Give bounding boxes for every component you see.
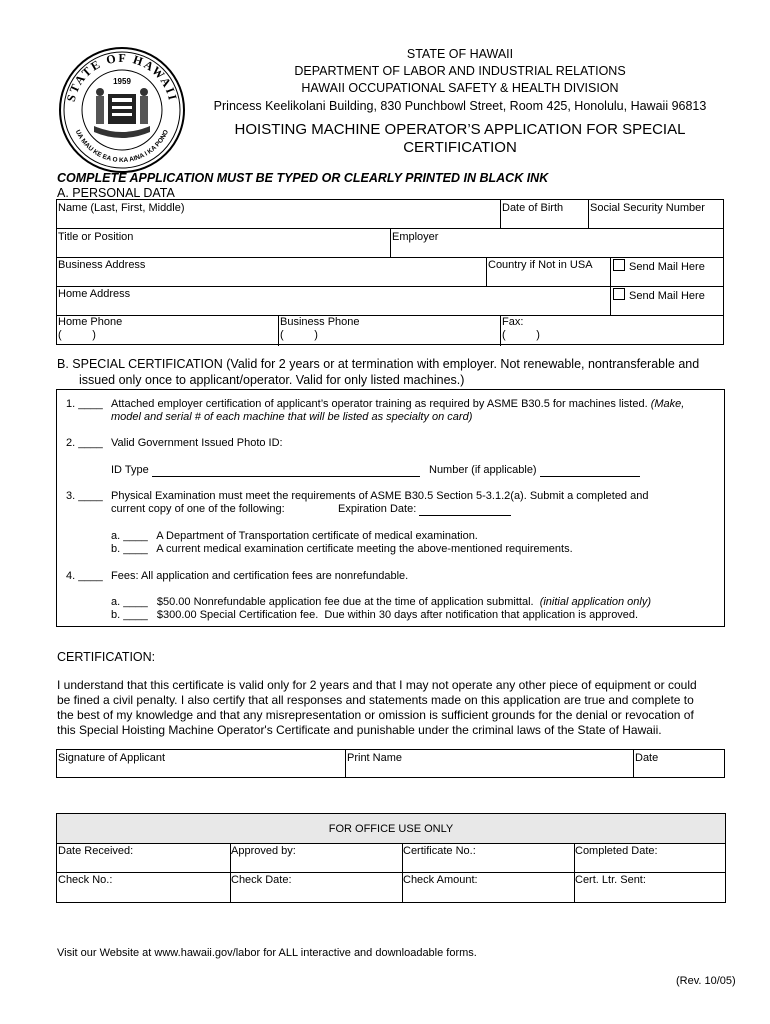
item4a[interactable]: a. ____ $50.00 Nonrefundable application fee due at the time of application submittal. (initial application only) [111,596,651,608]
office-use-heading: FOR OFFICE USE ONLY [328,823,454,835]
business-address-field[interactable]: Business Address [58,259,146,271]
item3-check[interactable]: 3. ____ [66,490,103,502]
cert-ltr-sent-field[interactable]: Cert. Ltr. Sent: [575,874,646,886]
item4-text: Fees: All application and certification fees are nonrefundable. [111,570,409,582]
fax-field[interactable]: Fax: [502,316,524,328]
home-phone-paren: ( ) [58,329,96,341]
item2-text: Valid Government Issued Photo ID: [111,437,283,449]
approved-by-field[interactable]: Approved by: [231,845,296,857]
country-field[interactable]: Country if Not in USA [488,259,593,271]
id-number-field[interactable]: Number (if applicable) [429,464,640,477]
fax-paren: ( ) [502,329,540,341]
header-address: Princess Keelikolani Building, 830 Punchbowl Street, Room 425, Honolulu, Hawaii 96813 [213,99,707,113]
form-title-line1: HOISTING MACHINE OPERATOR’S APPLICATION FOR SPECIAL [234,121,686,138]
section-b-heading: B. SPECIAL CERTIFICATION (Valid for 2 years or at termination with employer. Not renewable, nontransferable and issued only once to applicant/operator. Valid for only listed machines.) [57,357,700,387]
ssn-field[interactable]: Social Security Number [590,202,705,214]
certification-heading: CERTIFICATION: [57,650,156,664]
form-title-line2: CERTIFICATION [403,139,517,156]
svg-text:STATE OF HAWAII: STATE OF HAWAII [63,50,181,104]
state-seal-logo [58,46,186,174]
business-phone-field[interactable]: Business Phone [280,316,360,328]
check-date-field[interactable]: Check Date: [231,874,292,886]
website-footer: Visit our Website at www.hawaii.gov/labor for ALL interactive and downloadable forms. [57,947,477,959]
employer-field[interactable]: Employer [392,231,439,243]
header-department: DEPARTMENT OF LABOR AND INDUSTRIAL RELATIONS [294,64,626,78]
svg-text:UA MAU KE EA O KA AINA I KA PO: UA MAU KE EA O KA AINA I KA PONO [73,128,171,165]
checkbox-icon[interactable] [613,259,625,271]
header-state: STATE OF HAWAII [406,47,514,61]
item3a[interactable]: a. ____ A Department of Transportation certificate of medical examination. [111,530,478,542]
title-field[interactable]: Title or Position [58,231,134,243]
home-address-field[interactable]: Home Address [58,288,131,300]
business-phone-paren: ( ) [280,329,318,341]
item1-check[interactable]: 1. ____ [66,398,103,410]
name-field[interactable]: Name (Last, First, Middle) [58,202,185,214]
send-mail-home[interactable]: Send Mail Here [613,288,705,302]
completed-date-field[interactable]: Completed Date: [575,845,658,857]
check-no-field[interactable]: Check No.: [58,874,113,886]
check-amount-field[interactable]: Check Amount: [403,874,478,886]
send-mail-business[interactable]: Send Mail Here [613,259,705,273]
item4b[interactable]: b. ____ $300.00 Special Certification fee. Due within 30 days after notification that application is approved. [111,609,639,621]
section-a-heading: A. PERSONAL DATA [57,186,175,200]
certificate-no-field[interactable]: Certificate No.: [403,845,476,857]
expiration-date-field[interactable]: Expiration Date: [338,503,511,516]
id-type-field[interactable]: ID Type [111,464,420,477]
checkbox-icon[interactable] [613,288,625,300]
certification-text: I understand that this certificate is valid only for 2 years and that I may not operate any other piece of equipment or could be fined a civil penalty. I also certify that all responses and statements made on this application are true and complete to the best of my knowledge and that any misrepresentation or omission is sufficient grounds for the denial or revocation of this Special Hoisting Machine Operator's Certificate and punishable under the criminal laws of the State of Hawaii. [57,678,697,737]
item3b[interactable]: b. ____ A current medical examination certificate meeting the above-mentioned requirements. [111,543,573,555]
ink-instruction: COMPLETE APPLICATION MUST BE TYPED OR CLEARLY PRINTED IN BLACK INK [57,171,549,185]
item2-check[interactable]: 2. ____ [66,437,103,449]
item3-text: Physical Examination must meet the requirements of ASME B30.5 Section 5-3.1.2(a). Submit a completed and current copy of one of the following: [111,490,649,515]
signature-field[interactable]: Signature of Applicant [58,752,166,764]
header-division: HAWAII OCCUPATIONAL SAFETY & HEALTH DIVISION [301,81,619,95]
item4-check[interactable]: 4. ____ [66,570,103,582]
revision-label: (Rev. 10/05) [676,975,736,987]
print-name-field[interactable]: Print Name [347,752,403,764]
svg-text:1959: 1959 [113,77,131,86]
item1-text: Attached employer certification of applicant’s operator training as required by ASME B30.5 for machines listed. (Make, model and serial # of each machine that will be listed as specialty on card) [111,398,685,423]
dob-field[interactable]: Date of Birth [502,202,564,214]
date-received-field[interactable]: Date Received: [58,845,134,857]
home-phone-field[interactable]: Home Phone [58,316,123,328]
date-field[interactable]: Date [635,752,659,764]
